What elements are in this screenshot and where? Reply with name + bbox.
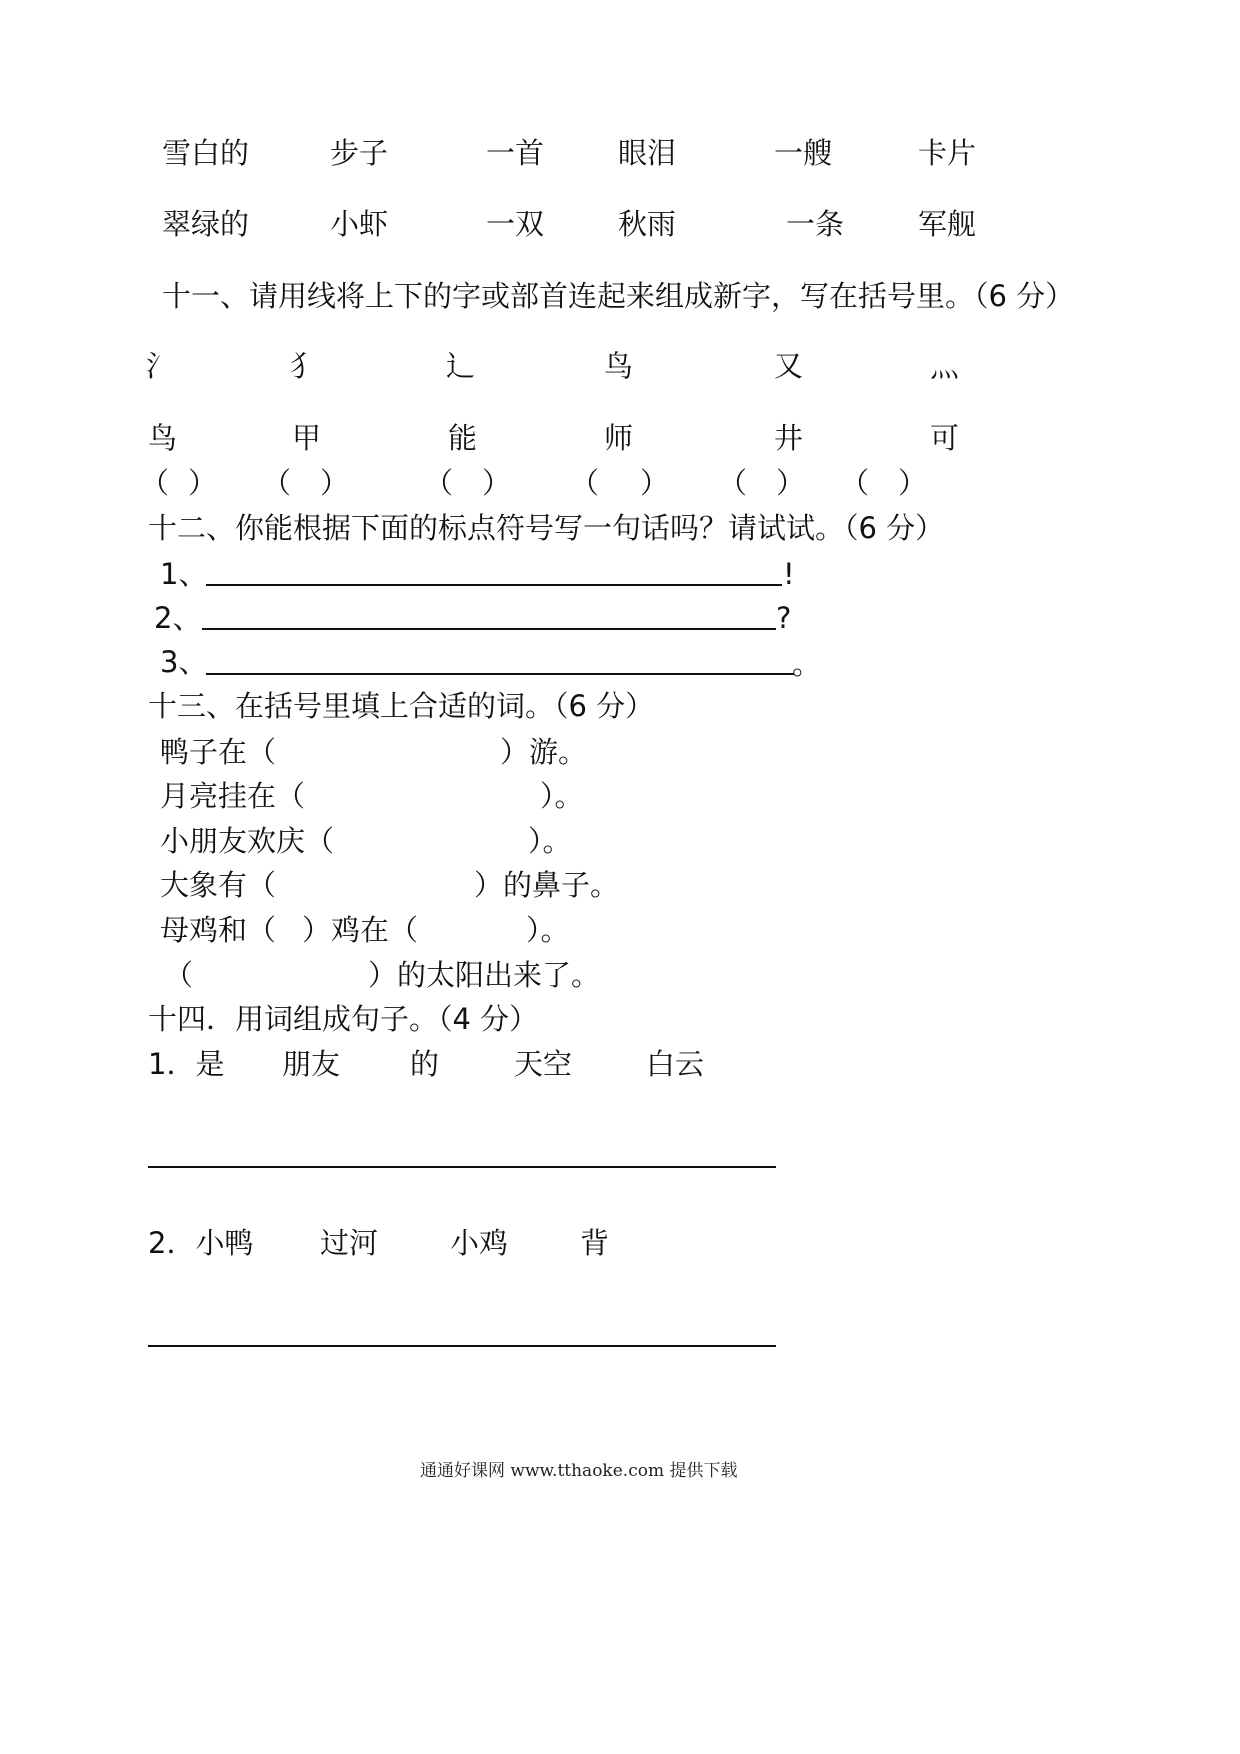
sentence-part: 大象有（ bbox=[160, 868, 277, 902]
word: 1．是 bbox=[148, 1047, 225, 1081]
radical: 氵 bbox=[146, 349, 176, 383]
word: 天空 bbox=[514, 1047, 573, 1081]
bracket-close: ） bbox=[320, 466, 350, 500]
end-mark: ? bbox=[776, 601, 792, 635]
q13-title: 十三、在括号里填上合适的词。（6 分） bbox=[148, 689, 655, 723]
word: 白云 bbox=[646, 1047, 705, 1081]
word: 小鸡 bbox=[450, 1226, 509, 1260]
character: 鸟 bbox=[148, 421, 178, 455]
pair-word: 一双 bbox=[486, 207, 545, 241]
bracket-close: ） bbox=[776, 466, 806, 500]
line-number: 2、 bbox=[154, 601, 202, 635]
word: 背 bbox=[580, 1226, 610, 1260]
sentence-part: （ bbox=[164, 958, 194, 992]
bracket-close: ） bbox=[640, 466, 670, 500]
sentence-part: ）。 bbox=[540, 779, 584, 813]
pair-word: 秋雨 bbox=[618, 207, 677, 241]
sentence-part: ）的鼻子。 bbox=[474, 868, 620, 902]
radical: 辶 bbox=[446, 349, 476, 383]
bracket-close: ） bbox=[188, 466, 218, 500]
line-number: 3、 bbox=[160, 645, 208, 679]
bracket-open: （ bbox=[262, 466, 292, 500]
character: 能 bbox=[448, 421, 478, 455]
word: 过河 bbox=[320, 1226, 379, 1260]
radical: 鸟 bbox=[604, 349, 634, 383]
character: 井 bbox=[774, 421, 804, 455]
word: 的 bbox=[410, 1047, 440, 1081]
footer-note: 通通好课网 www.tthaoke.com 提供下载 bbox=[420, 1461, 738, 1481]
pair-word: 军舰 bbox=[918, 207, 977, 241]
end-mark: ! bbox=[783, 557, 795, 591]
bracket-open: （ bbox=[840, 466, 870, 500]
pair-word: 雪白的 bbox=[162, 136, 250, 170]
sentence-part: ）游。 bbox=[500, 735, 588, 769]
pair-word: 眼泪 bbox=[618, 136, 677, 170]
sentence-part: 月亮挂在（ bbox=[160, 779, 306, 813]
answer-underline[interactable] bbox=[206, 673, 794, 675]
answer-underline[interactable] bbox=[148, 1166, 776, 1168]
sentence-part: 鸭子在（ bbox=[160, 735, 277, 769]
pair-word: 一艘 bbox=[774, 136, 833, 170]
character: 师 bbox=[604, 421, 634, 455]
q12-title: 十二、你能根据下面的标点符号写一句话吗？请试试。（6 分） bbox=[148, 511, 945, 545]
bracket-close: ） bbox=[898, 466, 928, 500]
radical: 犭 bbox=[290, 349, 320, 383]
pair-word: 一条 bbox=[786, 207, 845, 241]
pair-word: 小虾 bbox=[330, 207, 389, 241]
character: 甲 bbox=[292, 421, 322, 455]
radical: 灬 bbox=[930, 349, 960, 383]
sentence-part: ）的太阳出来了。 bbox=[368, 958, 601, 992]
character: 可 bbox=[930, 421, 960, 455]
sentence-part: ）鸡在（ bbox=[302, 913, 419, 947]
line-number: 1、 bbox=[160, 557, 208, 591]
bracket-open: （ bbox=[570, 466, 600, 500]
bracket-open: （ bbox=[718, 466, 748, 500]
pair-word: 步子 bbox=[330, 136, 389, 170]
word: 2．小鸭 bbox=[148, 1226, 254, 1260]
sentence-part: 小朋友欢庆（ bbox=[160, 824, 335, 858]
end-mark: 。 bbox=[792, 647, 822, 681]
q14-title: 十四．用词组成句子。（4 分） bbox=[148, 1002, 539, 1036]
sentence-part: ）。 bbox=[528, 824, 572, 858]
q11-title: 十一、请用线将上下的字或部首连起来组成新字，写在括号里。（6 分） bbox=[162, 279, 1075, 313]
answer-underline[interactable] bbox=[148, 1345, 776, 1347]
word: 朋友 bbox=[282, 1047, 341, 1081]
bracket-close: ） bbox=[482, 466, 512, 500]
bracket-open: （ bbox=[424, 466, 454, 500]
pair-word: 翠绿的 bbox=[162, 207, 250, 241]
pair-word: 卡片 bbox=[918, 136, 977, 170]
pair-word: 一首 bbox=[486, 136, 545, 170]
radical: 又 bbox=[774, 349, 804, 383]
bracket-open: （ bbox=[140, 466, 170, 500]
answer-underline[interactable] bbox=[202, 628, 776, 630]
answer-underline[interactable] bbox=[206, 584, 782, 586]
sentence-part: ）。 bbox=[526, 913, 570, 947]
sentence-part: 母鸡和（ bbox=[160, 913, 277, 947]
